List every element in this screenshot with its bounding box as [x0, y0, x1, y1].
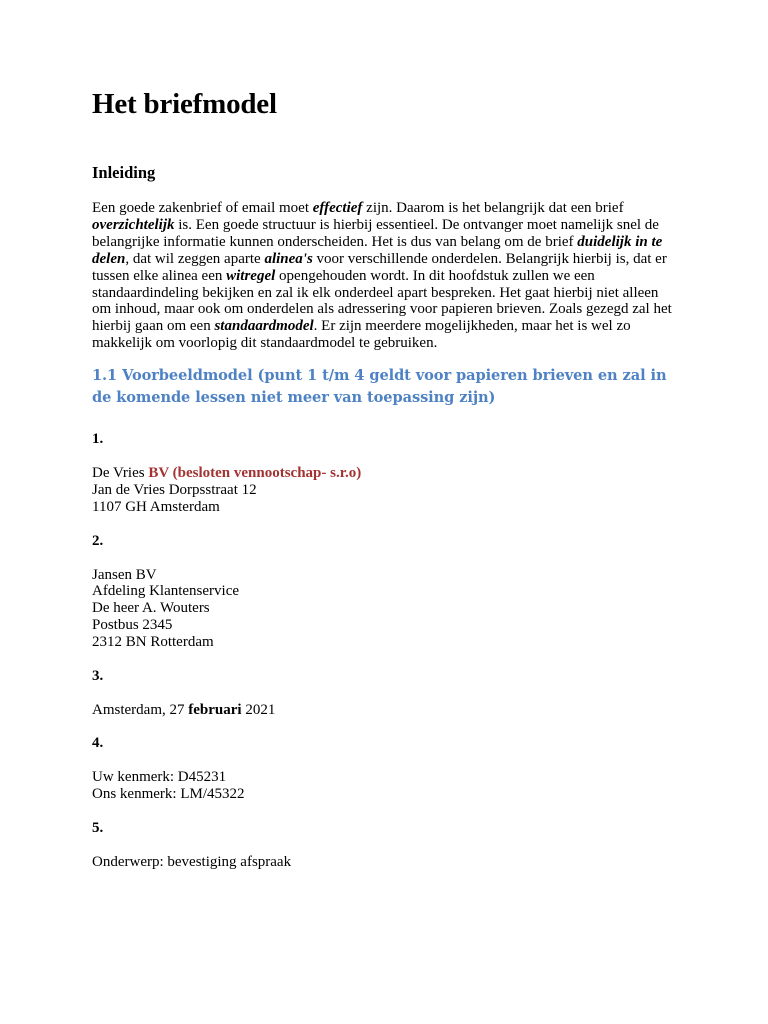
intro-paragraph [92, 200, 677, 352]
recipient-person-line: De heer A. Wouters [92, 600, 210, 617]
item-number-4: 4. [92, 735, 104, 752]
recipient-address-block [92, 567, 677, 651]
sender-postal-line: 1107 GH Amsterdam [92, 498, 220, 515]
emphasis-witregel: witregel [226, 267, 276, 284]
subject-block [92, 854, 677, 871]
sender-name: De Vries [92, 465, 149, 482]
sender-street-line: Jan de Vries Dorpsstraat 12 [92, 481, 257, 498]
intro-text: zijn. Daarom is het belangrijk dat een brief [362, 200, 624, 216]
recipient-postal-line: 2312 BN Rotterdam [92, 633, 214, 650]
sender-name-line [92, 465, 677, 482]
date-suffix: 2021 [241, 701, 276, 718]
emphasis-alineas: alinea's [264, 250, 313, 267]
item-number-2: 2. [92, 532, 104, 549]
intro-text: is. Een goede structuur is hierbij essentieel. De ontvanger moet namelijk snel de belangrijke informatie kunnen onderscheiden. Het is dus van belang om de brief [92, 216, 659, 250]
item-number-3: 3. [92, 667, 104, 684]
subject-line: Onderwerp: bevestiging afspraak [92, 853, 292, 870]
recipient-department-line: Afdeling Klantenservice [92, 583, 240, 600]
intro-text: Een goede zakenbrief of email moet [92, 200, 313, 216]
emphasis-duidelijk-in-te-delen: duidelijk in te delen [92, 233, 663, 267]
your-reference-line: Uw kenmerk: D45231 [92, 769, 227, 786]
intro-text: , dat wil zeggen aparte [125, 250, 265, 267]
intro-text: opengehouden wordt. In dit hoofdstuk zullen we een standaardindeling bekijken en zal ik elk onderdeel apart bespreken. Het gaat hierbij niet alleen om inhoud, maar ook om onderdelen als adressering voor papieren brieven. Zoals gezegd zal het hierbij gaan om een [92, 267, 672, 335]
section-heading-inleiding: Inleiding [92, 163, 156, 182]
sender-address-block [92, 465, 677, 515]
recipient-postbox-line: Postbus 2345 [92, 616, 173, 633]
document-title: Het briefmodel [92, 88, 277, 120]
place-date-line [92, 702, 677, 719]
item-number-5: 5. [92, 819, 104, 836]
recipient-company-line: Jansen BV [92, 566, 157, 583]
date-prefix: Amsterdam, 27 [92, 701, 189, 718]
date-month: februari [188, 701, 242, 718]
intro-text: . Er zijn meerdere mogelijkheden, maar het is wel zo makkelijk om voorlopig dit standaardmodel te gebruiken. [92, 318, 631, 352]
emphasis-standaardmodel: standaardmodel [214, 318, 314, 335]
sub-heading-voorbeeldmodel: 1.1 Voorbeeldmodel (punt 1 t/m 4 geldt voor papieren brieven en zal in de komende lessen niet meer van toepassing zijn) [92, 367, 667, 406]
reference-block [92, 769, 677, 803]
intro-text: voor verschillende onderdelen. Belangrijk hierbij is, dat er tussen elke alinea een [92, 250, 667, 284]
our-reference-line: Ons kenmerk: LM/45322 [92, 786, 245, 803]
emphasis-effectief: effectief [312, 200, 363, 216]
sender-company-note: BV (besloten vennootschap- s.r.o) [148, 465, 362, 482]
item-number-1: 1. [92, 431, 104, 448]
emphasis-overzichtelijk: overzichtelijk [92, 216, 175, 233]
